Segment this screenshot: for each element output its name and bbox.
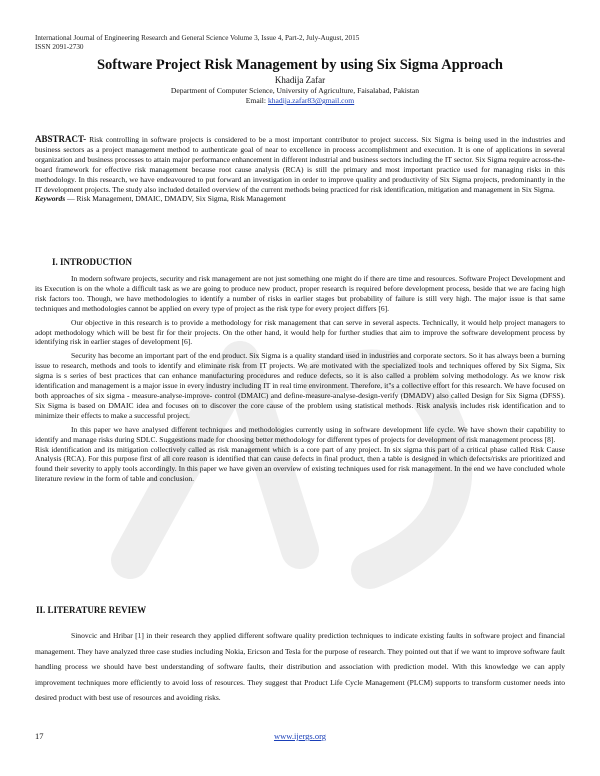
keywords-text: — Risk Management, DMAIC, DMADV, Six Sigma, Risk Management bbox=[67, 194, 286, 204]
section-heading-literature-review: II. LITERATURE REVIEW bbox=[36, 605, 147, 615]
literature-paragraph: Sinovcic and Hribar [1] in their research they applied different software quality prediction techniques to indicate existing faults in software project and financial management. They have analyzed three case studies including Nokia, Ericson and Tesla for the purpose of research. They pointed out that if we want to improve software fault handling process we should have best understanding of software faults, their distribution and association with prediction model. With this knowledge we can apply improvement techniques more efficiently to avoid loss of resources. They suggest that Product Life Cycle Management (PLCM) supports to transform customer needs into desired product with best use of resources and avoiding risks. bbox=[35, 631, 565, 703]
author-email-line bbox=[0, 96, 600, 105]
page-number: 17 bbox=[35, 731, 44, 741]
journal-website-link[interactable]: www.ijergs.org bbox=[273, 731, 327, 741]
email-link[interactable]: khadija.zafar83@gmail.com bbox=[267, 96, 355, 105]
literature-review-block bbox=[35, 628, 565, 706]
abstract-label: ABSTRACT- bbox=[35, 134, 87, 144]
journal-citation: International Journal of Engineering Research and General Science Volume 3, Issue 4, Part-2, July-August, 2015 bbox=[35, 34, 360, 42]
email-label: Email: bbox=[245, 96, 267, 105]
author-name: Khadija Zafar bbox=[274, 75, 326, 85]
author-affiliation: Department of Computer Science, University of Agriculture, Faisalabad, Pakistan bbox=[170, 86, 420, 95]
introduction-block bbox=[35, 274, 565, 484]
intro-paragraph: In modern software projects, security and risk management are not just something one might do if there are time and resources. Software Project Development and its Execution is on the whole a difficult task as we are going to produce new product, proper research is required before development process, beside that we are facing high risk factors too. Though, we have methodologies to identify a number of risks in earlier stages but probability of failure is still very high. The major issue is that same techniques and methodologies cannot be applied on every type of project as the risk type for every project differs [6]. bbox=[35, 274, 565, 313]
intro-paragraph: Security has become an important part of the end product. Six Sigma is a quality standard used in industries and corporate sectors. So it has always been a burning issue to research, methods and tools to identify and eliminate risk from IT projects. We are motivated with the specialized tools and techniques offered by Six Sigma, Six sigma is s series of best practices that can enhance manufacturing procedures and reduce defects, so it is also called a problem solving methodology. As we know risk identification and management is a major issue in every industry including IT in real time environment. Therefore, it"s a collective effort for this research. We have focused on both approaches of six sigma - measure-analyse-improve- control (DMAIC) and define-measure-analyse-design-verify (DMADV) also called Design for Six Sigma (DFSS). Six Sigma is based on DMAIC idea and focuses on to discover the core cause of the problem using statistical methods. Risk analysis includes risk identification and to minimize their effects to make a successful project. bbox=[35, 351, 565, 420]
intro-paragraph: Risk identification and its mitigation collectively called as risk management which is a core part of any project. In six sigma this part of a critical phase called Risk Cause Analysis (RCA). For this purpose first of all core reason is identified that can cause defects in final product, then a table is designed in which defects/risks are prioritized and found their severity to apply tools accordingly. In this paper we have given an overview of existing techniques used for risk management. In the end we have concluded whole literature review in the form of table and conclusion. bbox=[35, 444, 565, 484]
paper-title: Software Project Risk Management by using Six Sigma Approach bbox=[96, 57, 503, 73]
intro-paragraph: Our objective in this research is to provide a methodology for risk management that can serve in several aspects. Technically, it would help project managers to adopt methodology which will be best fir for their projects. On the other hand, it would help for further studies that aim to improve the software development process by identifying risk in earlier stages of development [6]. bbox=[35, 317, 565, 347]
abstract-block bbox=[35, 135, 565, 204]
issn: ISSN 2091-2730 bbox=[35, 43, 84, 51]
abstract-text: Risk controlling in software projects is considered to be a most important contributor to project success. Six Sigma is being used in the industries and business sectors as a project management method to authenticate goal of near to excellence in process accomplishment and execution. It is one of applications in several organization and business processes to attain major performance enhancement in different industrial and business sectors including the IT sector. Six Sigma require across-the- board framework for effective risk management because root cause analysis (RCA) is still the primary and most important practice used for managing risks in this methodology. In this research, we have endeavoured to put forward an investigation in order to improve quality and productivity of Six Sigma projects, predominantly in the IT development projects. The study also included detailed overview of the current methods being practiced for risk identification, mitigation and management in Six Sigma. bbox=[35, 135, 565, 194]
keywords-label: Keywords bbox=[35, 194, 66, 204]
section-heading-introduction: I. INTRODUCTION bbox=[52, 257, 133, 267]
footer-url-line bbox=[0, 731, 600, 741]
journal-header bbox=[35, 34, 359, 52]
intro-paragraph: In this paper we have analysed different techniques and methodologies currently using in software development life cycle. We have shown their capability to identify and manage risks during SDLC. Suggestions made for choosing better methodology for different types of projects for development of risk management process [8]. bbox=[35, 424, 565, 444]
